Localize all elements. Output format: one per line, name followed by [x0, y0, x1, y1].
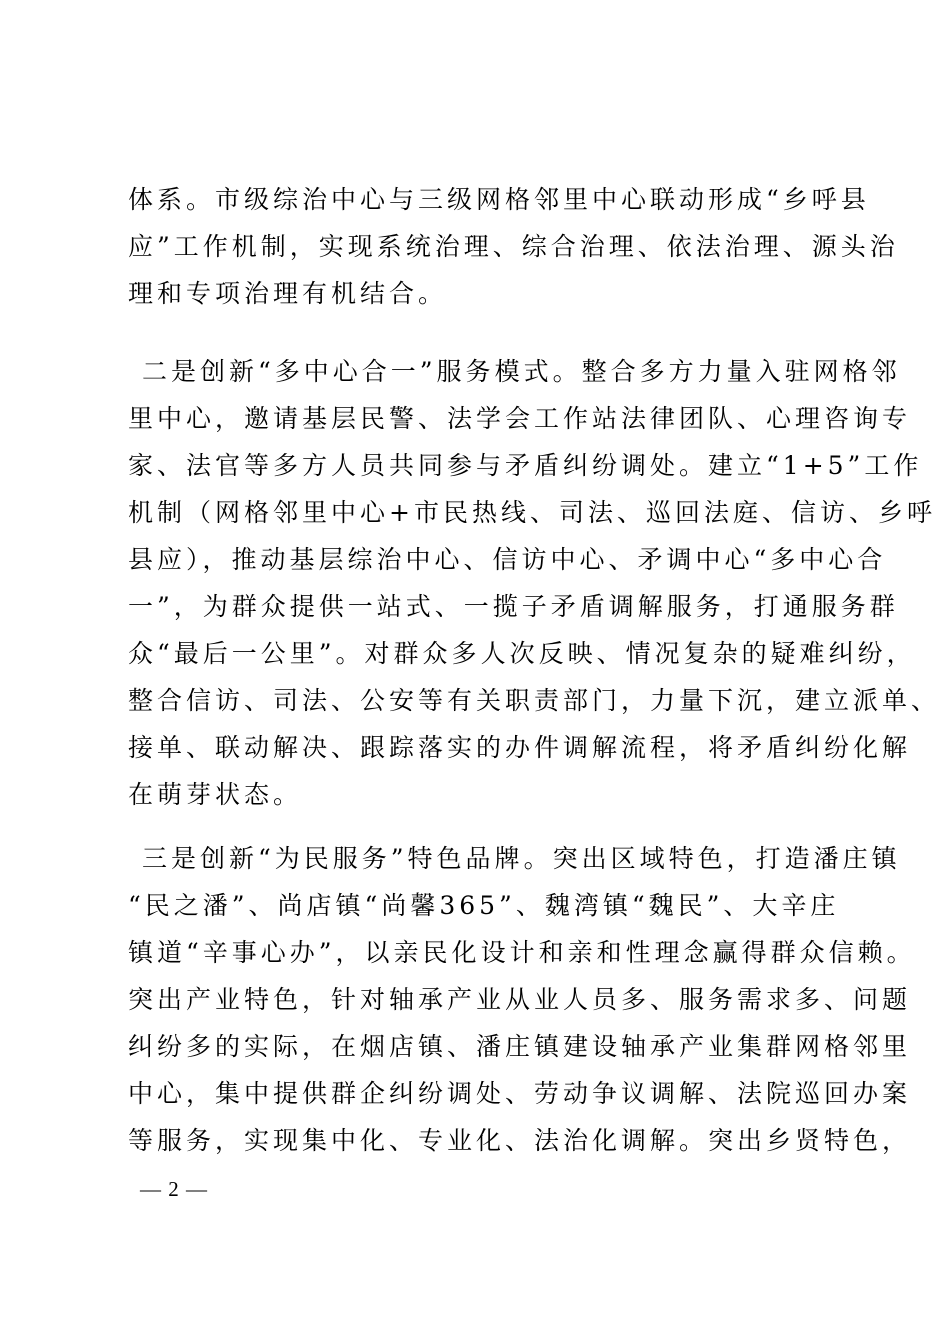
paragraph-2 [128, 348, 941, 818]
text-line: 等服务，实现集中化、专业化、法治化调解。突出乡贤特色， [128, 1126, 912, 1155]
text-line: 突出产业特色，针对轴承产业从业人员多、服务需求多、问题 [128, 985, 912, 1014]
text-line: 在萌芽状态。 [128, 780, 303, 809]
text-line: 机制（网格邻里中心+市民热线、司法、巡回法庭、信访、乡呼 [128, 498, 936, 527]
page-number: — 2 — [140, 1177, 208, 1201]
text-line: 县应），推动基层综治中心、信访中心、矛调中心“多中心合 [128, 545, 887, 574]
paragraph-1 [128, 176, 899, 317]
text-line: 二是创新“多中心合一”服务模式。整合多方力量入驻网格邻 [142, 357, 901, 386]
paragraph-3 [128, 835, 916, 1164]
text-line: 三是创新“为民服务”特色品牌。突出区域特色，打造潘庄镇 [142, 844, 901, 873]
text-line: 接单、联动解决、跟踪落实的办件调解流程，将矛盾纠纷化解 [128, 733, 912, 762]
text-line: 一”，为群众提供一站式、一揽子矛盾调解服务，打通服务群 [128, 592, 899, 621]
text-line: 纠纷多的实际，在烟店镇、潘庄镇建设轴承产业集群网格邻里 [128, 1032, 912, 1061]
text-line: 理和专项治理有机结合。 [128, 279, 448, 308]
text-line: 体系。市级综治中心与三级网格邻里中心联动形成“乡呼县 [128, 185, 870, 214]
text-line: 整合信访、司法、公安等有关职责部门，力量下沉，建立派单、 [128, 686, 941, 715]
text-line: 家、法官等多方人员共同参与矛盾纠纷调处。建立“1+5”工作 [128, 451, 923, 480]
text-line: 镇道“辛事心办”，以亲民化设计和亲和性理念赢得群众信赖。 [128, 938, 916, 967]
text-line: 应”工作机制，实现系统治理、综合治理、依法治理、源头治 [128, 232, 899, 261]
text-line: “民之潘”、尚店镇“尚馨365”、魏湾镇“魏民”、大辛庄 [128, 891, 840, 920]
text-line: 里中心，邀请基层民警、法学会工作站法律团队、心理咨询专 [128, 404, 912, 433]
text-line: 众“最后一公里”。对群众多人次反映、情况复杂的疑难纠纷， [128, 639, 916, 668]
text-line: 中心，集中提供群企纠纷调处、劳动争议调解、法院巡回办案 [128, 1079, 912, 1108]
